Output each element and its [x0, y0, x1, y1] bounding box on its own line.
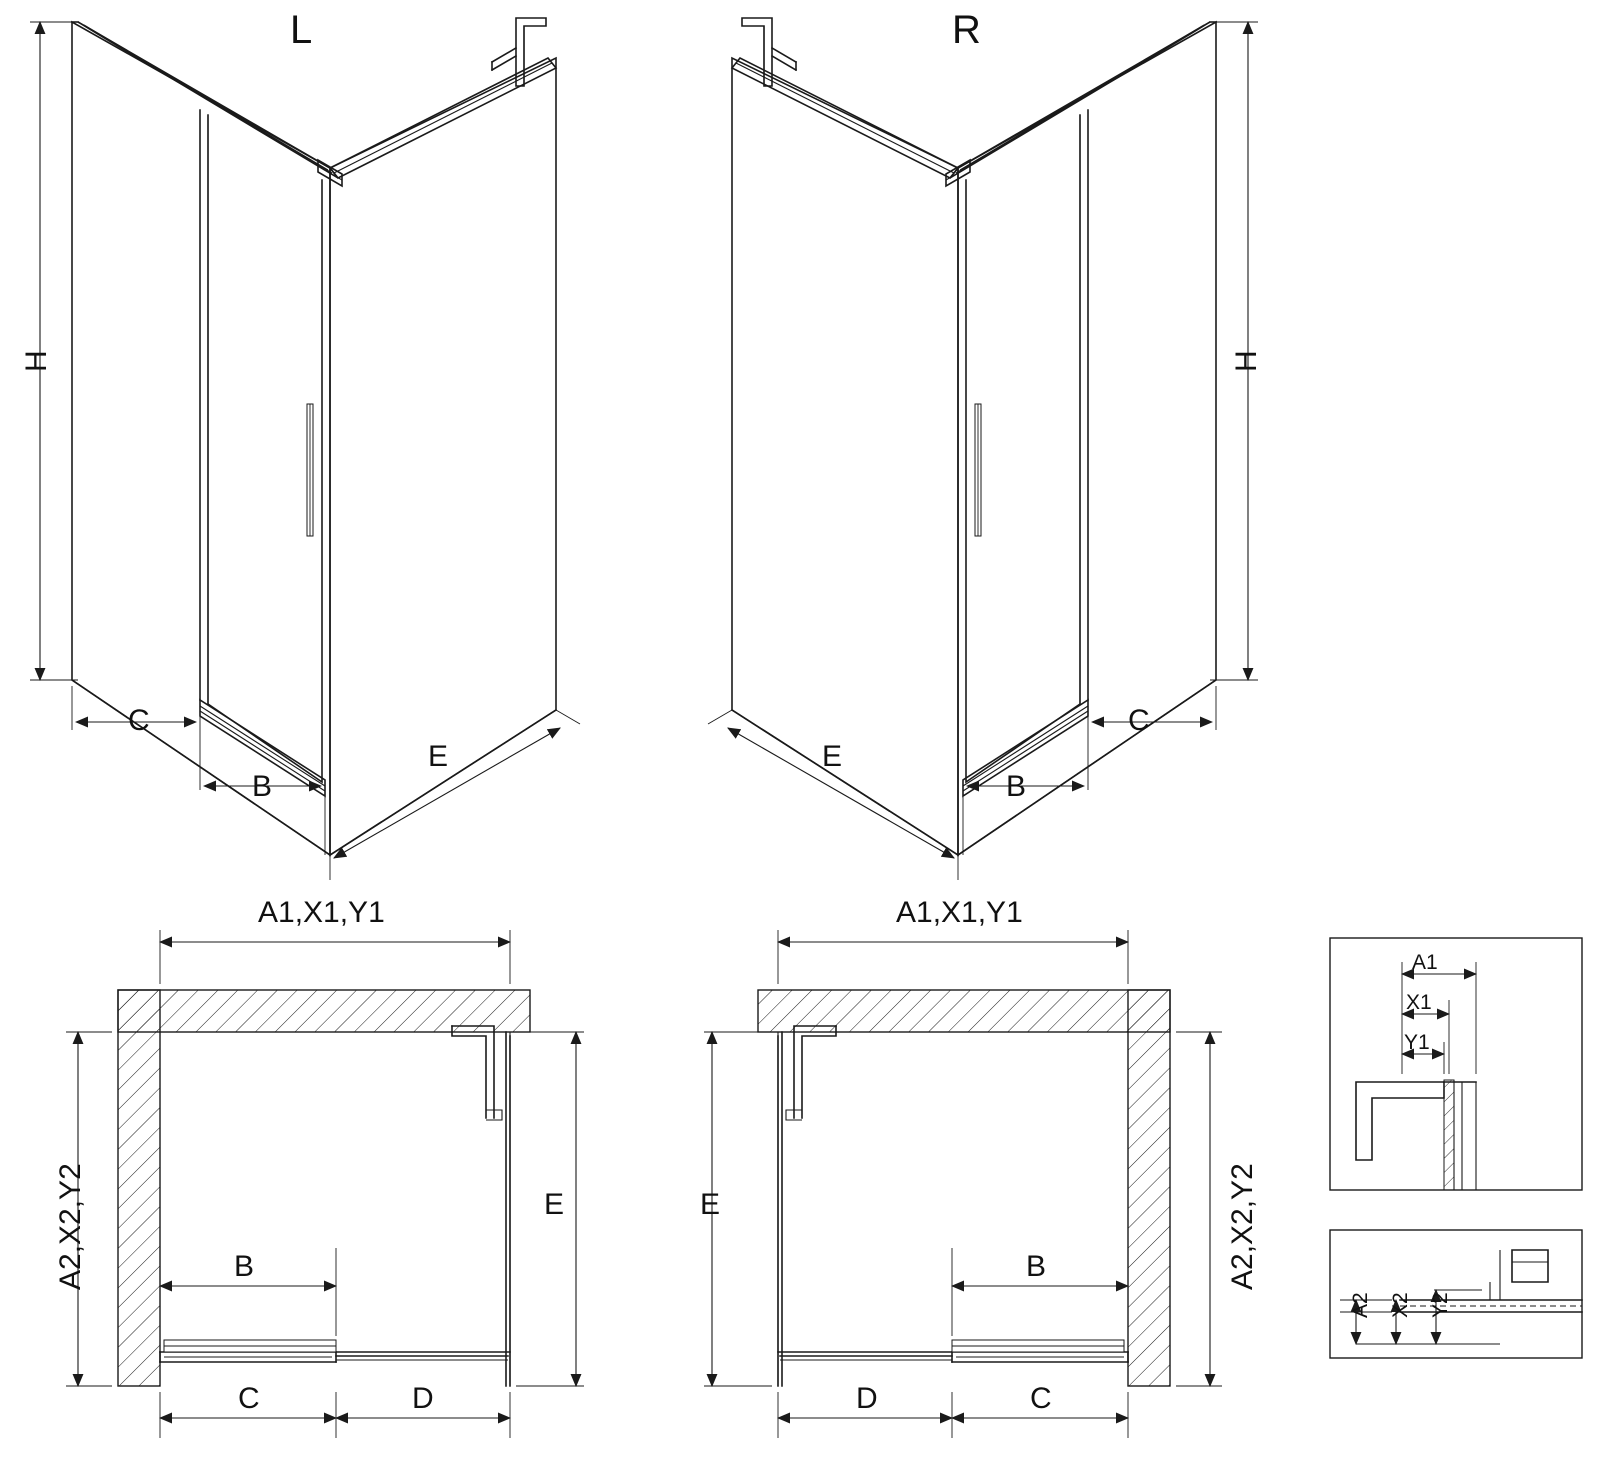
- detail-bottom-x2-label: X2: [1389, 1292, 1412, 1318]
- iso-left-dimensions: [30, 22, 580, 880]
- detail-top-a1-label: A1: [1412, 951, 1438, 974]
- plan-right-opening-label: D: [856, 1382, 878, 1415]
- iso-left-panel-label: C: [128, 704, 150, 737]
- detail-top-x1-label: X1: [1406, 991, 1432, 1014]
- iso-left-height-label: H: [20, 350, 53, 372]
- plan-left-opening-label: D: [412, 1382, 434, 1415]
- iso-left-door-label: B: [252, 770, 273, 803]
- plan-left-top-dim-label: A1,X1,Y1: [258, 896, 385, 929]
- plan-right-door-label: B: [1026, 1250, 1047, 1283]
- iso-left-depth-label: E: [428, 740, 449, 773]
- plan-left-depth-label: E: [544, 1188, 565, 1221]
- iso-right-panel-label: C: [1128, 704, 1150, 737]
- plan-right-panel-label: C: [1030, 1382, 1052, 1415]
- plan-left-panel-label: C: [238, 1382, 260, 1415]
- iso-right-title: R: [952, 8, 981, 52]
- plan-right-side-dim-label: A2,X2,Y2: [1226, 1163, 1259, 1290]
- iso-right-depth-label: E: [822, 740, 843, 773]
- detail-bottom-y2-label: Y2: [1429, 1292, 1452, 1318]
- plan-right-geometry: [758, 990, 1170, 1386]
- iso-right-height-label: H: [1230, 350, 1263, 372]
- detail-bottom-a2-label: A2: [1349, 1292, 1372, 1318]
- detail-top-y1-label: Y1: [1404, 1031, 1430, 1054]
- iso-right-door-label: B: [1006, 770, 1027, 803]
- iso-left-title: L: [290, 8, 313, 52]
- iso-right-dimensions: [708, 22, 1258, 880]
- detail-top-geometry: [1330, 938, 1582, 1190]
- plan-left-geometry: [118, 990, 530, 1386]
- plan-right-top-dim-label: A1,X1,Y1: [896, 896, 1023, 929]
- plan-left-side-dim-label: A2,X2,Y2: [54, 1163, 87, 1290]
- plan-right-depth-label: E: [700, 1188, 721, 1221]
- plan-left-door-label: B: [234, 1250, 255, 1283]
